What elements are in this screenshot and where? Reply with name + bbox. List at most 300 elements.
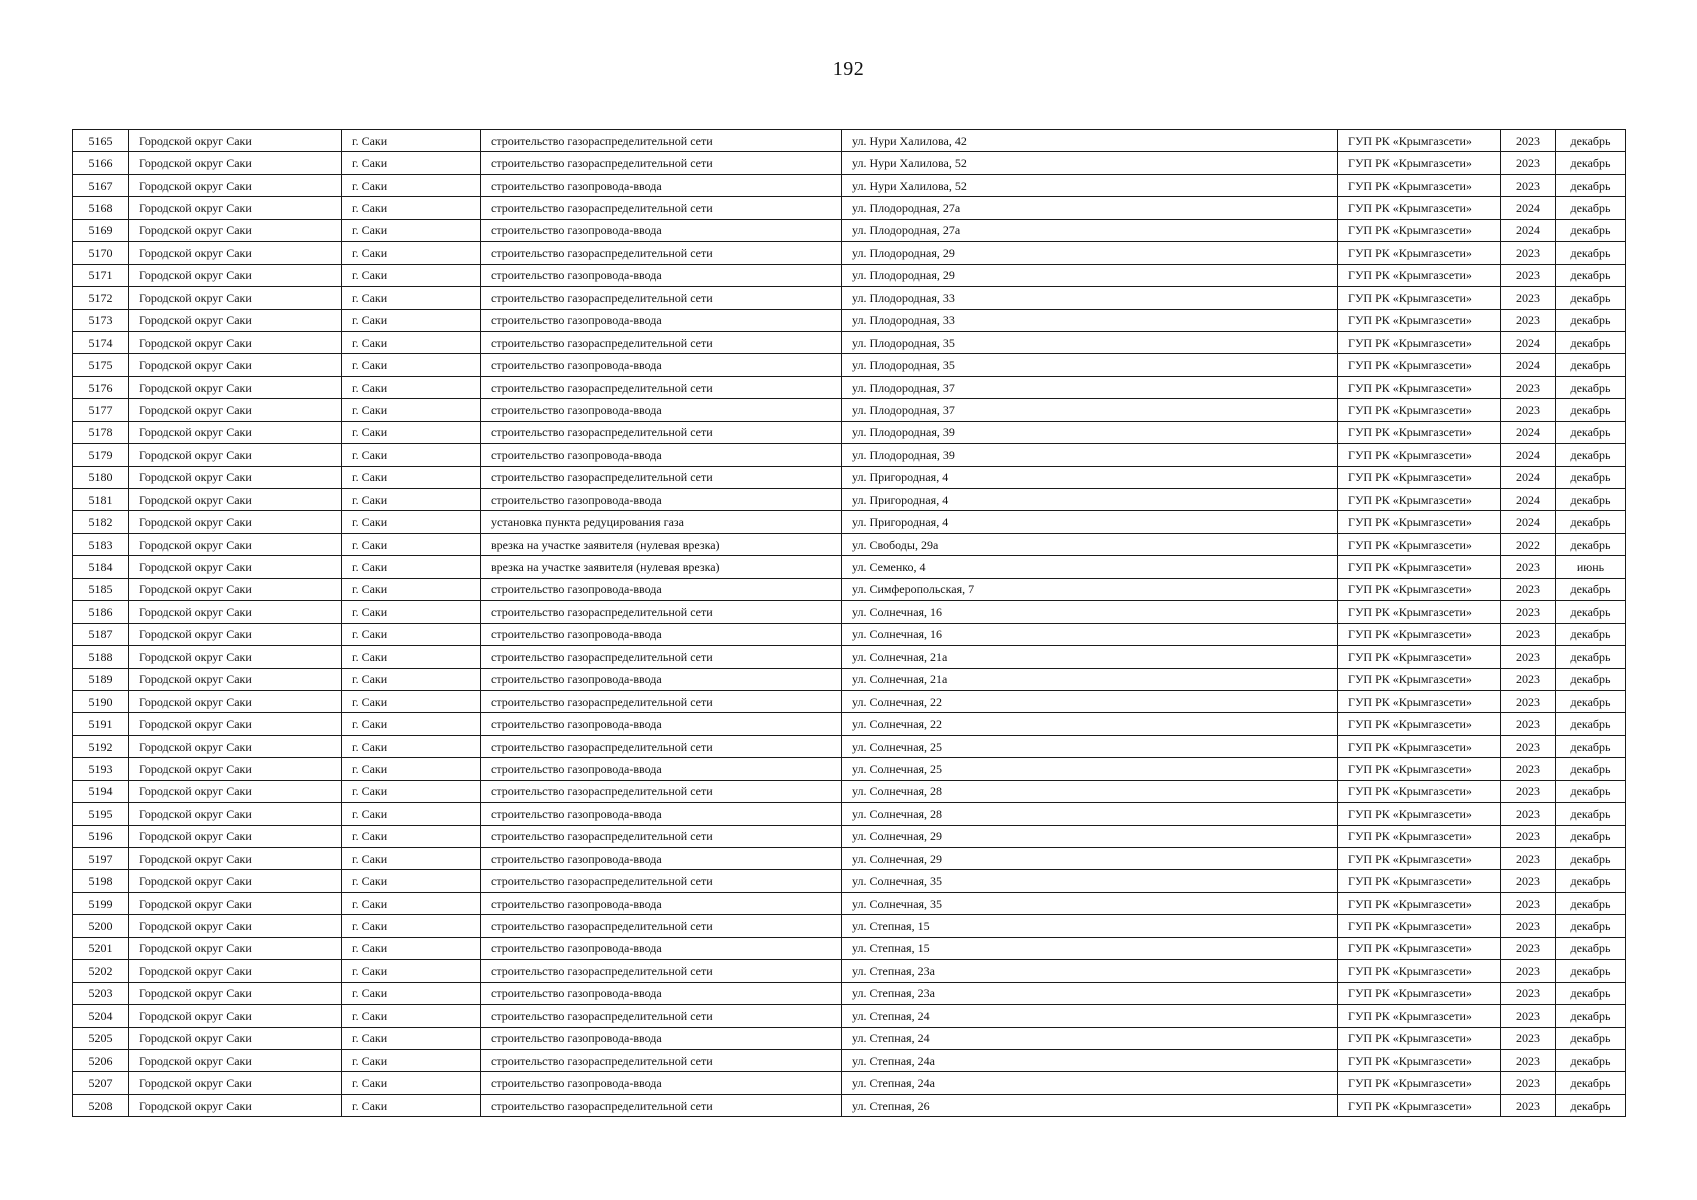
cell-address: ул. Симферопольская, 7 bbox=[842, 578, 1338, 600]
table-row bbox=[73, 309, 1626, 331]
cell-work-type: строительство газораспределительной сети bbox=[481, 915, 842, 937]
cell-address: ул. Плодородная, 39 bbox=[842, 444, 1338, 466]
cell-number: 5198 bbox=[73, 870, 129, 892]
cell-work-type: строительство газораспределительной сети bbox=[481, 331, 842, 353]
cell-year: 2023 bbox=[1501, 982, 1556, 1004]
cell-year: 2023 bbox=[1501, 735, 1556, 757]
cell-district: Городской округ Саки bbox=[129, 578, 342, 600]
cell-work-type: строительство газораспределительной сети bbox=[481, 1049, 842, 1071]
table-row bbox=[73, 848, 1626, 870]
cell-month: декабрь bbox=[1556, 219, 1626, 241]
cell-number: 5188 bbox=[73, 646, 129, 668]
cell-settlement: г. Саки bbox=[342, 287, 481, 309]
cell-number: 5195 bbox=[73, 803, 129, 825]
cell-number: 5174 bbox=[73, 331, 129, 353]
table-row bbox=[73, 421, 1626, 443]
cell-month: декабрь bbox=[1556, 1094, 1626, 1116]
cell-year: 2023 bbox=[1501, 130, 1556, 152]
cell-year: 2023 bbox=[1501, 668, 1556, 690]
cell-settlement: г. Саки bbox=[342, 960, 481, 982]
cell-year: 2023 bbox=[1501, 601, 1556, 623]
cell-month: декабрь bbox=[1556, 309, 1626, 331]
cell-address: ул. Плодородная, 37 bbox=[842, 399, 1338, 421]
cell-settlement: г. Саки bbox=[342, 489, 481, 511]
cell-address: ул. Плодородная, 27а bbox=[842, 197, 1338, 219]
cell-number: 5208 bbox=[73, 1094, 129, 1116]
cell-address: ул. Степная, 26 bbox=[842, 1094, 1338, 1116]
cell-district: Городской округ Саки bbox=[129, 1027, 342, 1049]
table-row bbox=[73, 623, 1626, 645]
cell-work-type: строительство газопровода-ввода bbox=[481, 713, 842, 735]
cell-district: Городской округ Саки bbox=[129, 421, 342, 443]
table-row bbox=[73, 242, 1626, 264]
cell-year: 2023 bbox=[1501, 915, 1556, 937]
cell-month: декабрь bbox=[1556, 758, 1626, 780]
table-row bbox=[73, 1027, 1626, 1049]
cell-number: 5203 bbox=[73, 982, 129, 1004]
cell-year: 2023 bbox=[1501, 1094, 1556, 1116]
table-row bbox=[73, 960, 1626, 982]
cell-work-type: строительство газораспределительной сети bbox=[481, 870, 842, 892]
cell-district: Городской округ Саки bbox=[129, 511, 342, 533]
cell-settlement: г. Саки bbox=[342, 848, 481, 870]
cell-number: 5194 bbox=[73, 780, 129, 802]
cell-number: 5187 bbox=[73, 623, 129, 645]
cell-organization: ГУП РК «Крымгазсети» bbox=[1338, 219, 1501, 241]
cell-organization: ГУП РК «Крымгазсети» bbox=[1338, 444, 1501, 466]
table-row bbox=[73, 1005, 1626, 1027]
cell-number: 5169 bbox=[73, 219, 129, 241]
cell-organization: ГУП РК «Крымгазсети» bbox=[1338, 1049, 1501, 1071]
cell-work-type: строительство газопровода-ввода bbox=[481, 848, 842, 870]
cell-district: Городской округ Саки bbox=[129, 399, 342, 421]
cell-district: Городской округ Саки bbox=[129, 982, 342, 1004]
cell-year: 2023 bbox=[1501, 556, 1556, 578]
table-row bbox=[73, 444, 1626, 466]
table-row bbox=[73, 870, 1626, 892]
cell-organization: ГУП РК «Крымгазсети» bbox=[1338, 623, 1501, 645]
cell-number: 5190 bbox=[73, 690, 129, 712]
cell-organization: ГУП РК «Крымгазсети» bbox=[1338, 354, 1501, 376]
cell-organization: ГУП РК «Крымгазсети» bbox=[1338, 242, 1501, 264]
cell-number: 5196 bbox=[73, 825, 129, 847]
cell-year: 2023 bbox=[1501, 264, 1556, 286]
cell-address: ул. Степная, 23а bbox=[842, 960, 1338, 982]
cell-work-type: строительство газораспределительной сети bbox=[481, 1094, 842, 1116]
cell-settlement: г. Саки bbox=[342, 511, 481, 533]
cell-address: ул. Солнечная, 25 bbox=[842, 758, 1338, 780]
cell-year: 2023 bbox=[1501, 892, 1556, 914]
cell-year: 2023 bbox=[1501, 758, 1556, 780]
cell-address: ул. Солнечная, 28 bbox=[842, 780, 1338, 802]
cell-organization: ГУП РК «Крымгазсети» bbox=[1338, 713, 1501, 735]
cell-organization: ГУП РК «Крымгазсети» bbox=[1338, 174, 1501, 196]
cell-work-type: строительство газораспределительной сети bbox=[481, 690, 842, 712]
cell-organization: ГУП РК «Крымгазсети» bbox=[1338, 309, 1501, 331]
cell-settlement: г. Саки bbox=[342, 219, 481, 241]
cell-district: Городской округ Саки bbox=[129, 1072, 342, 1094]
cell-district: Городской округ Саки bbox=[129, 870, 342, 892]
cell-work-type: строительство газопровода-ввода bbox=[481, 219, 842, 241]
cell-work-type: строительство газопровода-ввода bbox=[481, 982, 842, 1004]
cell-settlement: г. Саки bbox=[342, 668, 481, 690]
cell-settlement: г. Саки bbox=[342, 1027, 481, 1049]
cell-district: Городской округ Саки bbox=[129, 376, 342, 398]
table-row bbox=[73, 713, 1626, 735]
cell-work-type: строительство газораспределительной сети bbox=[481, 466, 842, 488]
cell-year: 2022 bbox=[1501, 533, 1556, 555]
cell-number: 5201 bbox=[73, 937, 129, 959]
cell-work-type: врезка на участке заявителя (нулевая врезка) bbox=[481, 556, 842, 578]
cell-district: Городской округ Саки bbox=[129, 287, 342, 309]
cell-settlement: г. Саки bbox=[342, 197, 481, 219]
cell-district: Городской округ Саки bbox=[129, 780, 342, 802]
cell-address: ул. Нури Халилова, 52 bbox=[842, 152, 1338, 174]
cell-address: ул. Пригородная, 4 bbox=[842, 466, 1338, 488]
cell-address: ул. Плодородная, 33 bbox=[842, 287, 1338, 309]
cell-work-type: строительство газораспределительной сети bbox=[481, 421, 842, 443]
cell-address: ул. Нури Халилова, 52 bbox=[842, 174, 1338, 196]
cell-organization: ГУП РК «Крымгазсети» bbox=[1338, 1005, 1501, 1027]
cell-month: декабрь bbox=[1556, 803, 1626, 825]
cell-year: 2024 bbox=[1501, 219, 1556, 241]
table-row bbox=[73, 152, 1626, 174]
gasification-table bbox=[72, 129, 1626, 1117]
cell-address: ул. Солнечная, 16 bbox=[842, 623, 1338, 645]
cell-number: 5191 bbox=[73, 713, 129, 735]
cell-organization: ГУП РК «Крымгазсети» bbox=[1338, 601, 1501, 623]
cell-settlement: г. Саки bbox=[342, 309, 481, 331]
table-body bbox=[73, 130, 1626, 1117]
cell-month: декабрь bbox=[1556, 287, 1626, 309]
cell-organization: ГУП РК «Крымгазсети» bbox=[1338, 489, 1501, 511]
cell-number: 5172 bbox=[73, 287, 129, 309]
cell-organization: ГУП РК «Крымгазсети» bbox=[1338, 578, 1501, 600]
cell-settlement: г. Саки bbox=[342, 937, 481, 959]
cell-settlement: г. Саки bbox=[342, 713, 481, 735]
cell-organization: ГУП РК «Крымгазсети» bbox=[1338, 511, 1501, 533]
cell-district: Городской округ Саки bbox=[129, 937, 342, 959]
cell-organization: ГУП РК «Крымгазсети» bbox=[1338, 264, 1501, 286]
cell-address: ул. Солнечная, 16 bbox=[842, 601, 1338, 623]
cell-address: ул. Плодородная, 37 bbox=[842, 376, 1338, 398]
cell-organization: ГУП РК «Крымгазсети» bbox=[1338, 152, 1501, 174]
cell-settlement: г. Саки bbox=[342, 735, 481, 757]
cell-work-type: строительство газораспределительной сети bbox=[481, 197, 842, 219]
cell-month: декабрь bbox=[1556, 264, 1626, 286]
cell-work-type: строительство газораспределительной сети bbox=[481, 780, 842, 802]
cell-number: 5197 bbox=[73, 848, 129, 870]
cell-work-type: строительство газопровода-ввода bbox=[481, 264, 842, 286]
cell-year: 2023 bbox=[1501, 376, 1556, 398]
cell-district: Городской округ Саки bbox=[129, 690, 342, 712]
cell-address: ул. Пригородная, 4 bbox=[842, 489, 1338, 511]
cell-address: ул. Степная, 24а bbox=[842, 1072, 1338, 1094]
cell-district: Городской округ Саки bbox=[129, 892, 342, 914]
cell-year: 2023 bbox=[1501, 152, 1556, 174]
cell-year: 2023 bbox=[1501, 242, 1556, 264]
cell-year: 2023 bbox=[1501, 646, 1556, 668]
cell-address: ул. Степная, 15 bbox=[842, 937, 1338, 959]
table-row bbox=[73, 264, 1626, 286]
cell-number: 5200 bbox=[73, 915, 129, 937]
cell-organization: ГУП РК «Крымгазсети» bbox=[1338, 758, 1501, 780]
cell-number: 5165 bbox=[73, 130, 129, 152]
cell-organization: ГУП РК «Крымгазсети» bbox=[1338, 399, 1501, 421]
cell-number: 5167 bbox=[73, 174, 129, 196]
cell-settlement: г. Саки bbox=[342, 892, 481, 914]
cell-district: Городской округ Саки bbox=[129, 758, 342, 780]
cell-organization: ГУП РК «Крымгазсети» bbox=[1338, 825, 1501, 847]
cell-year: 2023 bbox=[1501, 960, 1556, 982]
cell-year: 2023 bbox=[1501, 1072, 1556, 1094]
cell-work-type: строительство газораспределительной сети bbox=[481, 960, 842, 982]
cell-address: ул. Плодородная, 29 bbox=[842, 242, 1338, 264]
cell-settlement: г. Саки bbox=[342, 1005, 481, 1027]
cell-settlement: г. Саки bbox=[342, 152, 481, 174]
cell-organization: ГУП РК «Крымгазсети» bbox=[1338, 915, 1501, 937]
cell-address: ул. Солнечная, 22 bbox=[842, 713, 1338, 735]
cell-number: 5176 bbox=[73, 376, 129, 398]
cell-organization: ГУП РК «Крымгазсети» bbox=[1338, 668, 1501, 690]
cell-month: декабрь bbox=[1556, 174, 1626, 196]
cell-address: ул. Солнечная, 29 bbox=[842, 848, 1338, 870]
cell-work-type: строительство газопровода-ввода bbox=[481, 1072, 842, 1094]
cell-number: 5170 bbox=[73, 242, 129, 264]
cell-number: 5183 bbox=[73, 533, 129, 555]
cell-district: Городской округ Саки bbox=[129, 219, 342, 241]
cell-district: Городской округ Саки bbox=[129, 1094, 342, 1116]
cell-settlement: г. Саки bbox=[342, 331, 481, 353]
cell-organization: ГУП РК «Крымгазсети» bbox=[1338, 1094, 1501, 1116]
cell-year: 2023 bbox=[1501, 287, 1556, 309]
table-row bbox=[73, 197, 1626, 219]
cell-number: 5166 bbox=[73, 152, 129, 174]
cell-year: 2024 bbox=[1501, 421, 1556, 443]
table-row bbox=[73, 219, 1626, 241]
cell-organization: ГУП РК «Крымгазсети» bbox=[1338, 376, 1501, 398]
cell-work-type: строительство газопровода-ввода bbox=[481, 309, 842, 331]
cell-address: ул. Солнечная, 22 bbox=[842, 690, 1338, 712]
cell-year: 2023 bbox=[1501, 174, 1556, 196]
cell-number: 5173 bbox=[73, 309, 129, 331]
cell-year: 2023 bbox=[1501, 803, 1556, 825]
cell-month: декабрь bbox=[1556, 578, 1626, 600]
cell-organization: ГУП РК «Крымгазсети» bbox=[1338, 803, 1501, 825]
cell-month: декабрь bbox=[1556, 623, 1626, 645]
table-row bbox=[73, 780, 1626, 802]
cell-district: Городской округ Саки bbox=[129, 309, 342, 331]
cell-month: декабрь bbox=[1556, 511, 1626, 533]
cell-year: 2023 bbox=[1501, 309, 1556, 331]
cell-month: декабрь bbox=[1556, 713, 1626, 735]
cell-work-type: строительство газораспределительной сети bbox=[481, 601, 842, 623]
cell-settlement: г. Саки bbox=[342, 399, 481, 421]
cell-month: декабрь bbox=[1556, 982, 1626, 1004]
cell-address: ул. Степная, 24 bbox=[842, 1005, 1338, 1027]
cell-month: декабрь bbox=[1556, 1027, 1626, 1049]
cell-district: Городской округ Саки bbox=[129, 466, 342, 488]
cell-work-type: строительство газопровода-ввода bbox=[481, 444, 842, 466]
cell-organization: ГУП РК «Крымгазсети» bbox=[1338, 780, 1501, 802]
cell-address: ул. Плодородная, 39 bbox=[842, 421, 1338, 443]
cell-organization: ГУП РК «Крымгазсети» bbox=[1338, 690, 1501, 712]
cell-address: ул. Солнечная, 29 bbox=[842, 825, 1338, 847]
cell-work-type: строительство газопровода-ввода bbox=[481, 803, 842, 825]
cell-organization: ГУП РК «Крымгазсети» bbox=[1338, 735, 1501, 757]
cell-month: декабрь bbox=[1556, 197, 1626, 219]
table-row bbox=[73, 130, 1626, 152]
cell-month: декабрь bbox=[1556, 130, 1626, 152]
cell-work-type: строительство газораспределительной сети bbox=[481, 130, 842, 152]
cell-district: Городской округ Саки bbox=[129, 242, 342, 264]
cell-settlement: г. Саки bbox=[342, 1094, 481, 1116]
table-row bbox=[73, 1072, 1626, 1094]
cell-organization: ГУП РК «Крымгазсети» bbox=[1338, 1027, 1501, 1049]
cell-year: 2023 bbox=[1501, 623, 1556, 645]
cell-district: Городской округ Саки bbox=[129, 533, 342, 555]
cell-settlement: г. Саки bbox=[342, 601, 481, 623]
cell-settlement: г. Саки bbox=[342, 466, 481, 488]
cell-month: июнь bbox=[1556, 556, 1626, 578]
table-row bbox=[73, 601, 1626, 623]
cell-month: декабрь bbox=[1556, 892, 1626, 914]
cell-settlement: г. Саки bbox=[342, 1049, 481, 1071]
table-row bbox=[73, 1049, 1626, 1071]
cell-number: 5199 bbox=[73, 892, 129, 914]
cell-settlement: г. Саки bbox=[342, 803, 481, 825]
cell-district: Городской округ Саки bbox=[129, 489, 342, 511]
cell-month: декабрь bbox=[1556, 601, 1626, 623]
cell-address: ул. Нури Халилова, 42 bbox=[842, 130, 1338, 152]
cell-organization: ГУП РК «Крымгазсети» bbox=[1338, 960, 1501, 982]
table-row bbox=[73, 331, 1626, 353]
cell-work-type: строительство газопровода-ввода bbox=[481, 892, 842, 914]
cell-number: 5184 bbox=[73, 556, 129, 578]
cell-month: декабрь bbox=[1556, 735, 1626, 757]
cell-settlement: г. Саки bbox=[342, 264, 481, 286]
cell-organization: ГУП РК «Крымгазсети» bbox=[1338, 130, 1501, 152]
cell-address: ул. Пригородная, 4 bbox=[842, 511, 1338, 533]
cell-settlement: г. Саки bbox=[342, 623, 481, 645]
cell-address: ул. Плодородная, 29 bbox=[842, 264, 1338, 286]
cell-year: 2024 bbox=[1501, 444, 1556, 466]
cell-address: ул. Степная, 15 bbox=[842, 915, 1338, 937]
cell-district: Городской округ Саки bbox=[129, 803, 342, 825]
cell-work-type: строительство газораспределительной сети bbox=[481, 376, 842, 398]
table-row bbox=[73, 399, 1626, 421]
cell-year: 2023 bbox=[1501, 1027, 1556, 1049]
cell-number: 5181 bbox=[73, 489, 129, 511]
cell-organization: ГУП РК «Крымгазсети» bbox=[1338, 533, 1501, 555]
cell-organization: ГУП РК «Крымгазсети» bbox=[1338, 848, 1501, 870]
cell-number: 5202 bbox=[73, 960, 129, 982]
cell-month: декабрь bbox=[1556, 376, 1626, 398]
cell-work-type: строительство газопровода-ввода bbox=[481, 668, 842, 690]
cell-year: 2023 bbox=[1501, 1049, 1556, 1071]
cell-address: ул. Плодородная, 35 bbox=[842, 331, 1338, 353]
table-row bbox=[73, 466, 1626, 488]
cell-number: 5171 bbox=[73, 264, 129, 286]
cell-district: Городской округ Саки bbox=[129, 130, 342, 152]
cell-settlement: г. Саки bbox=[342, 354, 481, 376]
table-row bbox=[73, 556, 1626, 578]
cell-settlement: г. Саки bbox=[342, 130, 481, 152]
cell-year: 2023 bbox=[1501, 578, 1556, 600]
cell-address: ул. Степная, 24а bbox=[842, 1049, 1338, 1071]
cell-address: ул. Свободы, 29а bbox=[842, 533, 1338, 555]
cell-number: 5192 bbox=[73, 735, 129, 757]
cell-work-type: строительство газораспределительной сети bbox=[481, 287, 842, 309]
cell-address: ул. Степная, 24 bbox=[842, 1027, 1338, 1049]
cell-month: декабрь bbox=[1556, 848, 1626, 870]
table-row bbox=[73, 758, 1626, 780]
cell-work-type: строительство газораспределительной сети bbox=[481, 1005, 842, 1027]
cell-district: Городской округ Саки bbox=[129, 444, 342, 466]
cell-number: 5207 bbox=[73, 1072, 129, 1094]
cell-month: декабрь bbox=[1556, 870, 1626, 892]
cell-month: декабрь bbox=[1556, 444, 1626, 466]
cell-year: 2023 bbox=[1501, 780, 1556, 802]
cell-address: ул. Солнечная, 28 bbox=[842, 803, 1338, 825]
cell-month: декабрь bbox=[1556, 421, 1626, 443]
cell-work-type: строительство газопровода-ввода bbox=[481, 578, 842, 600]
cell-district: Городской округ Саки bbox=[129, 1049, 342, 1071]
cell-year: 2023 bbox=[1501, 713, 1556, 735]
cell-address: ул. Солнечная, 25 bbox=[842, 735, 1338, 757]
cell-number: 5180 bbox=[73, 466, 129, 488]
cell-district: Городской округ Саки bbox=[129, 713, 342, 735]
cell-organization: ГУП РК «Крымгазсети» bbox=[1338, 937, 1501, 959]
cell-district: Городской округ Саки bbox=[129, 601, 342, 623]
cell-month: декабрь bbox=[1556, 937, 1626, 959]
table-row bbox=[73, 825, 1626, 847]
cell-number: 5177 bbox=[73, 399, 129, 421]
cell-work-type: строительство газораспределительной сети bbox=[481, 242, 842, 264]
cell-organization: ГУП РК «Крымгазсети» bbox=[1338, 197, 1501, 219]
cell-month: декабрь bbox=[1556, 646, 1626, 668]
cell-settlement: г. Саки bbox=[342, 870, 481, 892]
cell-month: декабрь bbox=[1556, 780, 1626, 802]
cell-month: декабрь bbox=[1556, 915, 1626, 937]
table-row bbox=[73, 892, 1626, 914]
cell-settlement: г. Саки bbox=[342, 533, 481, 555]
cell-work-type: установка пункта редуцирования газа bbox=[481, 511, 842, 533]
cell-number: 5168 bbox=[73, 197, 129, 219]
cell-month: декабрь bbox=[1556, 152, 1626, 174]
cell-settlement: г. Саки bbox=[342, 690, 481, 712]
table-row bbox=[73, 937, 1626, 959]
cell-settlement: г. Саки bbox=[342, 1072, 481, 1094]
cell-month: декабрь bbox=[1556, 1049, 1626, 1071]
table-row bbox=[73, 174, 1626, 196]
cell-number: 5185 bbox=[73, 578, 129, 600]
cell-work-type: строительство газораспределительной сети bbox=[481, 825, 842, 847]
cell-year: 2023 bbox=[1501, 937, 1556, 959]
table-row bbox=[73, 578, 1626, 600]
cell-month: декабрь bbox=[1556, 466, 1626, 488]
cell-district: Городской округ Саки bbox=[129, 915, 342, 937]
cell-number: 5205 bbox=[73, 1027, 129, 1049]
cell-work-type: строительство газопровода-ввода bbox=[481, 1027, 842, 1049]
cell-organization: ГУП РК «Крымгазсети» bbox=[1338, 287, 1501, 309]
cell-address: ул. Плодородная, 35 bbox=[842, 354, 1338, 376]
cell-work-type: строительство газопровода-ввода bbox=[481, 399, 842, 421]
table-row bbox=[73, 376, 1626, 398]
cell-number: 5178 bbox=[73, 421, 129, 443]
cell-year: 2024 bbox=[1501, 466, 1556, 488]
cell-number: 5189 bbox=[73, 668, 129, 690]
